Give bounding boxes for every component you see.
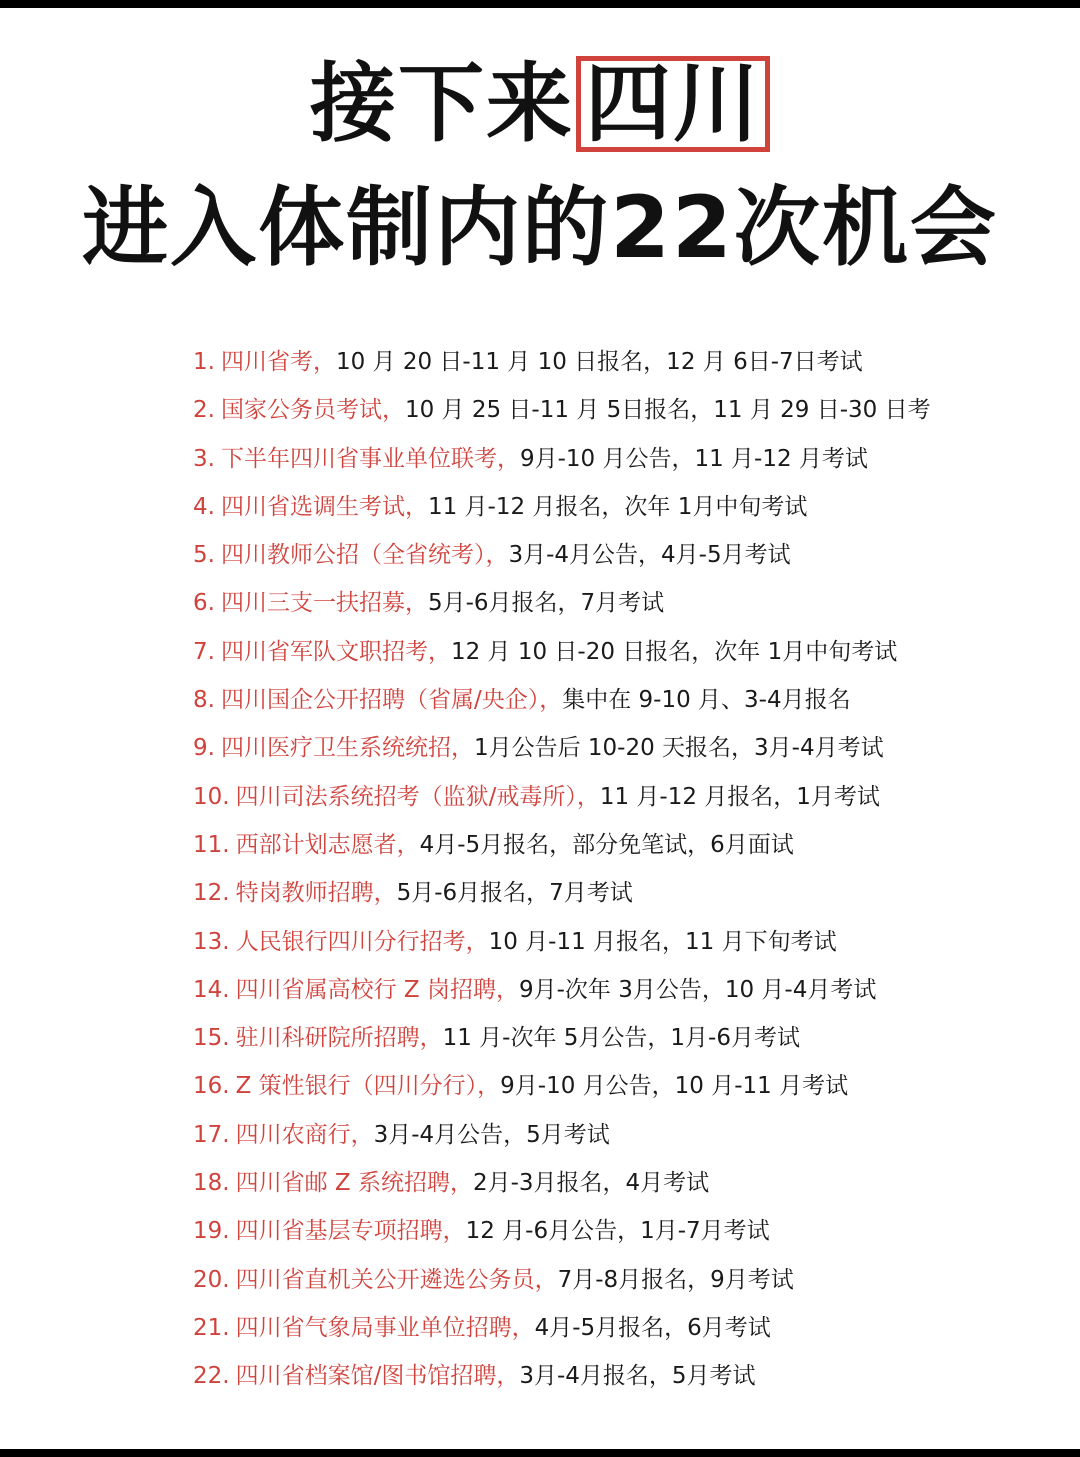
item-number: 20. — [193, 1266, 230, 1293]
item-detail: 12 月-6月公告，1月-7月考试 — [465, 1218, 770, 1245]
item-detail: 3月-4月公告，5月考试 — [373, 1121, 610, 1148]
item-detail: 3月-4月公告，4月-5月考试 — [508, 542, 791, 569]
item-name: 四川省气象局事业单位招聘， — [235, 1314, 535, 1341]
item-detail: 5月-6月报名，7月考试 — [427, 590, 665, 617]
item-detail: 10 月-11 月报名，11 月下旬考试 — [488, 928, 837, 955]
item-name: 四川省档案馆/图书馆招聘， — [235, 1363, 520, 1390]
item-number: 16. — [193, 1073, 230, 1100]
item-name: 四川司法系统招考（监狱/戒毒所）， — [235, 783, 600, 810]
item-detail: 12 月 10 日-20 日报名，次年 1月中旬考试 — [450, 638, 898, 665]
list-item — [193, 821, 1053, 869]
list-item — [193, 1256, 1053, 1304]
list-item — [193, 773, 1053, 821]
item-number: 14. — [193, 976, 230, 1003]
opportunity-list — [193, 338, 1053, 1401]
item-number: 12. — [193, 880, 230, 907]
list-item — [193, 1352, 1053, 1400]
item-number: 13. — [193, 928, 230, 955]
item-name: 四川省选调生考试， — [220, 493, 428, 520]
list-item — [193, 483, 1053, 531]
item-detail: 9月-次年 3月公告，10 月-4月考试 — [518, 976, 877, 1003]
item-detail: 4月-5月报名，部分免笔试，6月面试 — [419, 831, 794, 858]
item-name: Z 策性银行（四川分行）， — [235, 1073, 501, 1100]
item-number: 17. — [193, 1121, 230, 1148]
list-item — [193, 1111, 1053, 1159]
item-detail: 9月-10 月公告，10 月-11 月考试 — [500, 1073, 849, 1100]
list-item — [193, 579, 1053, 627]
list-item — [193, 628, 1053, 676]
item-number: 8. — [193, 687, 215, 714]
item-name: 驻川科研院所招聘， — [235, 1025, 443, 1052]
title-highlight-box: 四川 — [576, 56, 770, 152]
item-name: 国家公务员考试， — [220, 397, 405, 424]
item-name: 四川省直机关公开遴选公务员， — [235, 1266, 558, 1293]
item-detail: 1月公告后 10-20 天报名，3月-4月考试 — [473, 735, 884, 762]
item-number: 18. — [193, 1170, 230, 1197]
list-item — [193, 386, 1053, 434]
list-item — [193, 966, 1053, 1014]
item-number: 3. — [193, 445, 215, 472]
item-name: 四川省考， — [220, 349, 336, 375]
item-name: 四川省邮 Z 系统招聘， — [235, 1170, 473, 1197]
page-title-line1 — [0, 54, 1080, 154]
item-number: 2. — [193, 397, 215, 424]
item-name: 西部计划志愿者， — [235, 831, 420, 858]
title-prefix: 接下来 — [310, 54, 574, 154]
item-detail: 4月-5月报名，6月考试 — [534, 1314, 771, 1341]
item-detail: 11 月-12 月报名，次年 1月中旬考试 — [427, 493, 808, 520]
item-number: 9. — [193, 735, 215, 762]
item-name: 四川教师公招（全省统考）， — [220, 542, 509, 569]
item-detail: 11 月-次年 5月公告，1月-6月考试 — [442, 1025, 800, 1052]
item-number: 7. — [193, 638, 215, 665]
list-item — [193, 1207, 1053, 1255]
list-item — [193, 1062, 1053, 1110]
item-number: 11. — [193, 831, 230, 858]
item-detail: 3月-4月报名，5月考试 — [519, 1363, 756, 1390]
item-detail: 集中在 9-10 月、3-4月报名 — [562, 687, 851, 714]
item-detail: 2月-3月报名，4月考试 — [472, 1170, 710, 1197]
item-name: 特岗教师招聘， — [235, 880, 397, 907]
item-detail: 11 月-12 月报名，1月考试 — [599, 783, 880, 810]
list-item — [193, 724, 1053, 772]
item-name: 四川国企公开招聘（省属/央企）， — [220, 687, 563, 714]
item-number: 1. — [193, 349, 215, 375]
item-number: 19. — [193, 1218, 230, 1245]
item-detail: 9月-10 月公告，11 月-12 月考试 — [519, 445, 868, 472]
item-name: 人民银行四川分行招考， — [235, 928, 489, 955]
list-item — [193, 1159, 1053, 1207]
item-name: 四川三支一扶招募， — [220, 590, 428, 617]
item-name: 四川农商行， — [235, 1121, 374, 1148]
list-item — [193, 918, 1053, 966]
item-detail: 5月-6月报名，7月考试 — [396, 880, 633, 907]
item-detail: 7月-8月报名，9月考试 — [557, 1266, 794, 1293]
item-number: 10. — [193, 783, 230, 810]
item-detail: 10 月 25 日-11 月 5日报名，11 月 29 日-30 日考 — [404, 397, 931, 424]
item-name: 下半年四川省事业单位联考， — [220, 445, 520, 472]
list-item — [193, 435, 1053, 483]
item-name: 四川省属高校行 Z 岗招聘， — [235, 976, 519, 1003]
list-item — [193, 531, 1053, 579]
list-item — [193, 676, 1053, 724]
list-item — [193, 1014, 1053, 1062]
item-name: 四川省军队文职招考， — [220, 638, 451, 665]
item-number: 5. — [193, 542, 215, 569]
list-item — [193, 1304, 1053, 1352]
list-item — [193, 338, 1053, 386]
item-number: 15. — [193, 1025, 230, 1052]
item-detail: 10 月 20 日-11 月 10 日报名，12 月 6日-7日考试 — [335, 349, 863, 375]
item-number: 6. — [193, 590, 215, 617]
item-number: 21. — [193, 1314, 230, 1341]
item-number: 4. — [193, 493, 215, 520]
list-item — [193, 869, 1053, 917]
document-page — [0, 8, 1080, 1449]
item-name: 四川省基层专项招聘， — [235, 1218, 466, 1245]
item-number: 22. — [193, 1363, 230, 1390]
item-name: 四川医疗卫生系统统招， — [220, 735, 474, 762]
page-title-line2: 进入体制内的22次机会 — [82, 178, 998, 278]
